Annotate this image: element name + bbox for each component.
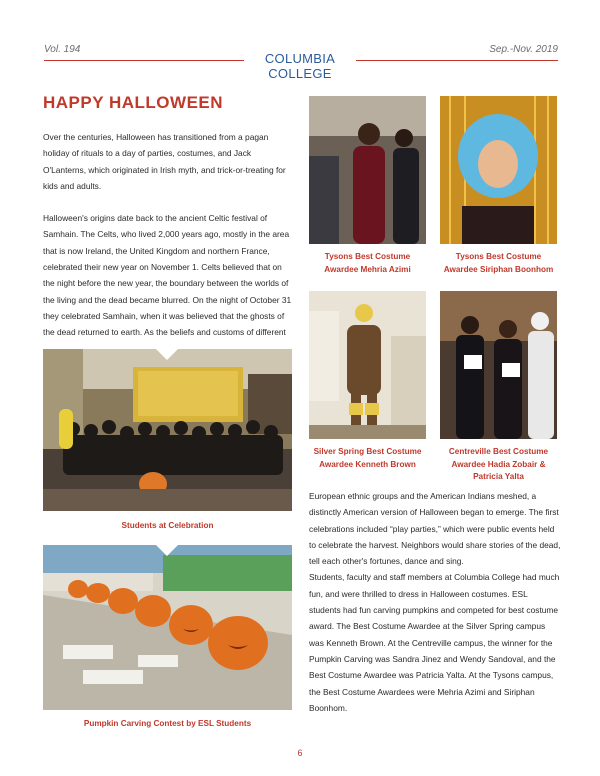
caption-centreville: Centreville Best Costume Awardee Hadia Zobair & Patricia Yalta	[448, 447, 549, 481]
page-number: 6	[297, 748, 303, 758]
paragraph: Halloween's origins date back to the ancient Celtic festival of Samhain. The Celts, who lived 2,000 years ago, mostly in the area that is now Ireland, the United Kingdom and northern France, celebrated their new year on November 1. Celts believed that on the night before the new year, the boundary between the worlds of the living and the dead became blurred. On the night of October 31 they celebrated Samhain, when it was believed that the ghosts of the dead returned to earth. As the beliefs and customs of different	[43, 213, 292, 338]
photo-notch	[156, 349, 178, 360]
tysons-awardee-1-photo	[309, 96, 426, 244]
celebration-photo	[43, 349, 292, 511]
caption-silver-spring: Silver Spring Best Costume Awardee Kenneth Brown	[313, 447, 422, 469]
paragraph: European ethnic groups and the American Indians meshed, a distinctly American version of Halloween began to emerge. The first celebrations included “play parties,” which were public events held to celebrate the harvest. Neighbors would share stories of the dead, tell each other's fortunes, dance and sing.	[309, 491, 561, 567]
article-body-right	[309, 488, 561, 716]
silver-spring-awardee-photo	[309, 291, 426, 439]
caption-pumpkin: Pumpkin Carving Contest by ESL Students	[83, 719, 252, 728]
header-divider-left	[44, 60, 244, 61]
caption-tysons-1: Tysons Best Costume Awardee Mehria Azimi	[324, 252, 411, 274]
tysons-awardee-2-photo	[440, 96, 557, 244]
pumpkin-photo	[43, 545, 292, 710]
newsletter-title: COLUMBIA COLLEGE	[264, 51, 336, 81]
article-body-left	[43, 129, 295, 341]
article-title: HAPPY HALLOWEEN	[43, 93, 224, 112]
paragraph: Over the centuries, Halloween has transitioned from a pagan holiday of rituals to a day of parties, costumes, and Jack O'Lanterns, which originated in Irish myth, and trick-or-treating for kids and adults.	[43, 132, 286, 191]
centreville-awardees-photo	[440, 291, 557, 439]
caption-tysons-2: Tysons Best Costume Awardee Siriphan Boonhom	[443, 252, 554, 274]
header-divider-right	[356, 60, 558, 61]
issue-date: Sep.-Nov. 2019	[489, 44, 558, 55]
caption-celebration: Students at Celebration	[121, 521, 214, 530]
paragraph: Students, faculty and staff members at Columbia College had much fun, and were thrilled to dress in Halloween costumes. ESL students had fun carving pumpkins and competed for best costume award. The Best Costume Awardee at the Silver Spring campus was Kenneth Brown. At the Centreville campus, the winner for the Pumpkin Carving was Sandra Jinez and Wendy Sandoval, and the Best Costume Awardee was Patricia Yalta. At the Tysons campus, the Best Costume Awardees were Mehria Azimi and Siriphan Boonhom.	[309, 572, 560, 713]
photo-notch	[156, 545, 178, 556]
volume-label: Vol. 194	[44, 44, 81, 55]
